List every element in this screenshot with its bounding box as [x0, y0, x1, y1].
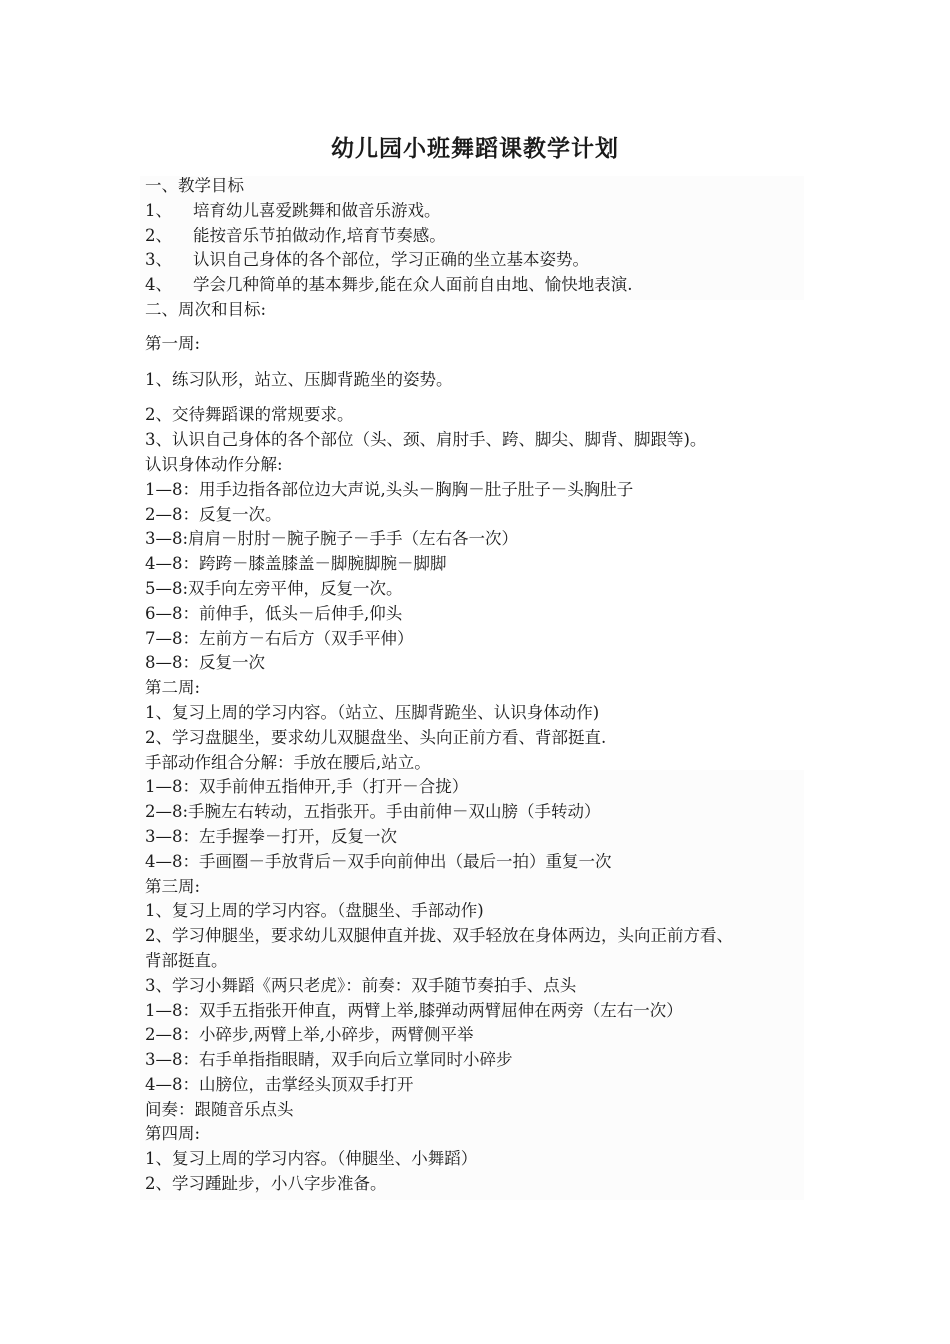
week3-step: 3—8：右手单指指眼睛，双手向后立掌同时小碎步 — [145, 1050, 513, 1070]
goal-item: 4、 学会几种简单的基本舞步,能在众人面前自由地、愉快地表演. — [145, 275, 633, 295]
week3-step: 4—8：山膀位，击掌经头顶双手打开 — [145, 1074, 414, 1094]
week1-heading: 第一周: — [145, 333, 201, 353]
week2-step: 2—8:手腕左右转动，五指张开。手由前伸－双山膀（手转动） — [145, 802, 601, 822]
week1-step: 7—8：左前方－右后方（双手平伸） — [145, 628, 414, 648]
week4-item: 2、学习踵趾步，小八字步准备。 — [145, 1174, 387, 1194]
week3-heading: 第三周: — [145, 876, 201, 896]
goal-item: 2、 能按音乐节拍做动作,培育节奏感。 — [145, 225, 446, 245]
goal-item: 3、 认识自己身体的各个部位，学习正确的坐立基本姿势。 — [145, 250, 589, 270]
week2-item: 2、学习盘腿坐，要求幼儿双腿盘坐、头向正前方看、背部挺直. — [145, 727, 607, 747]
week1-step: 4—8：跨跨－膝盖膝盖－脚腕脚腕－脚脚 — [145, 554, 447, 574]
week1-step: 8—8：反复一次 — [145, 653, 265, 673]
week2-subheading: 手部动作组合分解：手放在腰后,站立。 — [145, 752, 431, 772]
week4-heading: 第四周: — [145, 1124, 201, 1144]
week2-step: 1—8：双手前伸五指伸开,手（打开－合拢） — [145, 777, 469, 797]
week1-subheading: 认识身体动作分解: — [145, 454, 283, 474]
week1-step: 5—8:双手向左旁平伸，反复一次。 — [145, 578, 403, 598]
schedule-heading: 二、周次和目标: — [145, 299, 267, 319]
week1-item: 1、练习队形，站立、压脚背跪坐的姿势。 — [145, 369, 453, 389]
week3-step: 1—8：双手五指张开伸直，两臂上举,膝弹动两臂屈伸在两旁（左右一次） — [145, 1000, 683, 1020]
goal-item: 1、 培育幼儿喜爱跳舞和做音乐游戏。 — [145, 200, 441, 220]
week3-item: 3、学习小舞蹈《两只老虎》：前奏：双手随节奏拍手、点头 — [145, 975, 577, 995]
week2-step: 3—8：左手握拳－打开，反复一次 — [145, 826, 397, 846]
week3-step: 2—8：小碎步,两臂上举,小碎步，两臂侧平举 — [145, 1025, 474, 1045]
week1-item: 3、认识自己身体的各个部位（头、颈、肩肘手、跨、脚尖、脚背、脚跟等)。 — [145, 430, 707, 450]
week2-step: 4—8：手画圈－手放背后－双手向前伸出（最后一拍）重复一次 — [145, 851, 612, 871]
week1-item: 2、交待舞蹈课的常规要求。 — [145, 405, 354, 425]
document-body — [145, 174, 825, 1197]
goals-heading: 一、教学目标 — [145, 176, 244, 195]
week3-item: 1、复习上周的学习内容。（盘腿坐、手部动作) — [145, 901, 484, 921]
week3-item: 2、学习伸腿坐，要求幼儿双腿伸直并拢、双手轻放在身体两边，头向正前方看、 — [145, 926, 733, 946]
week3-item-continued: 背部挺直。 — [145, 950, 228, 970]
document-title: 幼儿园小班舞蹈课教学计划 — [331, 135, 619, 162]
week2-heading: 第二周: — [145, 678, 201, 698]
week1-step: 6—8：前伸手，低头－后伸手,仰头 — [145, 603, 403, 623]
week1-step: 3—8:肩肩－肘肘－腕子腕子－手手（左右各一次） — [145, 529, 519, 549]
week3-interlude: 间奏：跟随音乐点头 — [145, 1099, 294, 1119]
week1-step: 2—8：反复一次。 — [145, 504, 282, 524]
week2-item: 1、复习上周的学习内容。（站立、压脚背跪坐、认识身体动作) — [145, 702, 600, 722]
week4-item: 1、复习上周的学习内容。（伸腿坐、小舞蹈） — [145, 1149, 478, 1169]
week1-step: 1—8：用手边指各部位边大声说,头头－胸胸－肚子肚子－头胸肚子 — [145, 479, 634, 499]
